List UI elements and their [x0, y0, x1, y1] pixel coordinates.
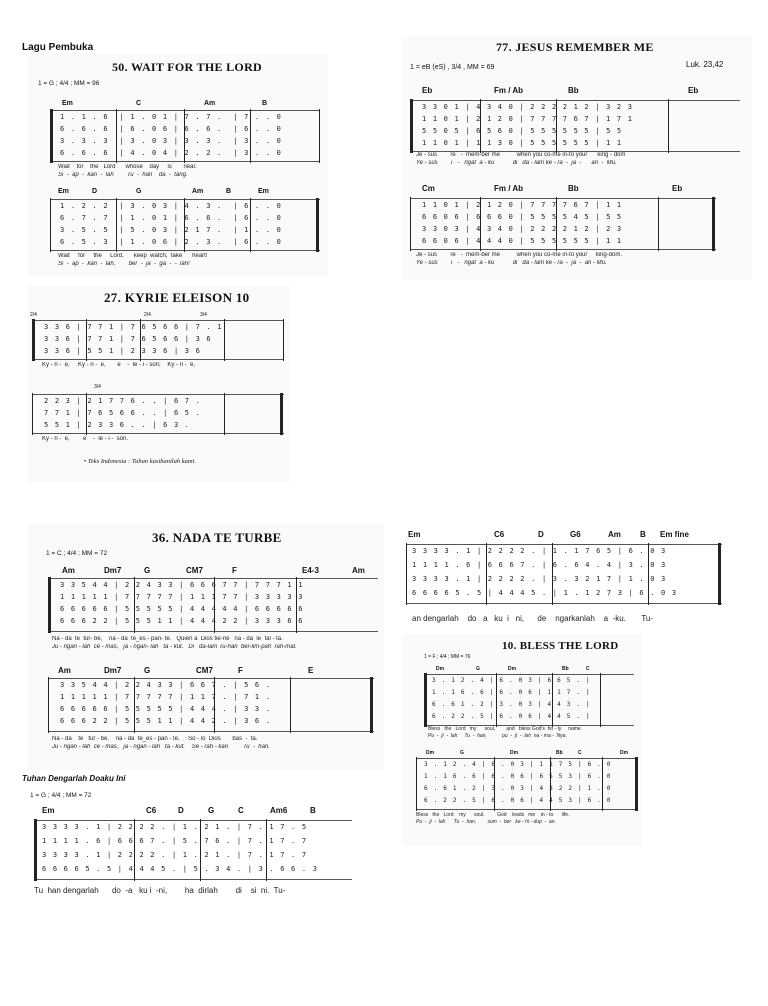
- music-staff: [50, 110, 320, 162]
- notes-row: 3 3 0 3 | 4 3 4 0 | 2 2 2 2 1 2 | 2 3: [422, 225, 623, 233]
- time-signature: 2/4: [144, 312, 151, 318]
- chord-symbol: C: [578, 750, 582, 756]
- page-title: Lagu Pembuka: [22, 42, 94, 53]
- tempo-marking: 1 = G ; 4/4 ; MM = 72: [30, 792, 92, 799]
- chord-symbol: Em: [42, 806, 55, 815]
- chord-symbol: E: [308, 666, 314, 675]
- music-staff: [48, 578, 378, 632]
- lyrics: Tu han dengarlah do -a ku i -ni, ha dirlah di si ni. Tu-: [34, 886, 286, 895]
- lyrics-spanish: Na - da te tur - be, na - da te_es - pan - te. So - lo Dios bas - ta.: [52, 736, 258, 742]
- chord-symbol: CM7: [196, 666, 213, 675]
- tempo-marking: 1 = C ; 4/4 ; MM = 72: [46, 550, 108, 557]
- lyrics-english: Je - sus re - mem-ber me when you co-me in-to your king-dom.: [416, 252, 623, 258]
- lyrics-indonesian: Ye - sus i - ngat a - ku di da - lam ke - ra - ja - an - Mu.: [416, 260, 607, 266]
- chord-symbol: F: [232, 566, 237, 575]
- chord-symbol: G: [460, 750, 464, 756]
- notes-row: 1 1 0 1 | 2 1 2 0 | 7 7 7 7 6 7 | 1 1: [422, 201, 623, 209]
- notes-row: 6 . 6 . 6 | 6 . 0 6 | 6 . 6 . | 6 . . 0: [60, 125, 282, 133]
- lyrics-indonesian: Pu - ji - lah Tu - han, pu - ji - lah na - ma - Nya.: [428, 733, 567, 739]
- song-wait-for-the-lord: [28, 54, 328, 276]
- music-staff: [34, 820, 352, 880]
- notes-row: 1 1 0 1 | 1 1 3 0 | 5 5 5 5 5 5 | 1 1: [422, 139, 623, 147]
- music-staff: [406, 544, 722, 604]
- lyrics-indonesian: Ye - sus i - ngat a - ku di da - lam ke - ra - ja - an - Mu.: [416, 160, 617, 166]
- notes-row: 6 6 6 6 5 . 5 | 4 4 4 5 . | 5 . 3 4 . | 3 . 6 6 . 3: [42, 865, 319, 873]
- notes-row: 7 7 1 | 7 6 5 6 6 . . | 6 5 .: [44, 409, 202, 417]
- chord-symbol: Dm7: [104, 566, 122, 575]
- notes-row: 1 . 1 . 6 | 1 . 0 1 | 7 . 7 . | 7 . . 0: [60, 113, 282, 121]
- notes-row: 3 3 6 | 7 7 1 | 7 6 5 6 6 | 3 6: [44, 335, 212, 343]
- notes-row: 1 . 1 6 . 6 | 6 . 0 6 | 1 1 7 . |: [432, 689, 591, 696]
- song-title: 10. BLESS THE LORD: [502, 640, 619, 652]
- lyrics-indonesian: Si - ap - kan - lah, ber - ja - ga - - lah!: [58, 261, 190, 267]
- chord-symbol: Dm: [510, 750, 519, 756]
- chord-symbol: Am6: [270, 806, 288, 815]
- chord-symbol: G: [208, 806, 215, 815]
- lyrics-english: Je - sus re - mem-ber me when you co-me in-to your king - dom: [416, 152, 626, 158]
- lyrics-english: Bless the Lord my soul, and bless God's ho - ly name.: [428, 726, 583, 732]
- notes-row: 3 3 5 4 4 | 2 2 4 3 3 | 6 6 6 7 7 | 7 7 7 1 1: [60, 581, 304, 589]
- song-jesus-remember-me: [402, 36, 752, 280]
- notes-row: 6 . 5 . 3 | 1 . 0 6 | 2 . 3 . | 6 . . 0: [60, 238, 282, 246]
- notes-row: 6 . 6 1 . 2 | 3 . 0 3 | 4 4 3 . |: [432, 701, 591, 708]
- notes-row: 5 5 0 5 | 6 5 6 0 | 5 5 5 5 5 5 | 5 5: [422, 127, 623, 135]
- chord-symbol: Am: [62, 566, 75, 575]
- chord-symbol: CM7: [186, 566, 203, 575]
- chord-symbol: C6: [146, 806, 157, 815]
- music-staff: [32, 320, 284, 360]
- notes-row: 3 . 1 2 . 4 | 6 . 0 3 | 1 1 7 5 | 6 . 0: [424, 761, 612, 768]
- song-tuhan-dengarlah: [22, 772, 362, 900]
- lyrics: Ky - ri - e, e - le - i - son.: [42, 436, 129, 442]
- chord-symbol: Bb: [562, 666, 569, 672]
- lyrics: an dengarlah do a ku i ni, de ngarkanlah a -ku. Tu-: [412, 614, 654, 623]
- chord-symbol: C: [586, 666, 590, 672]
- chord-symbol: C: [136, 100, 142, 107]
- notes-row: 3 . 5 . 5 | 5 . 0 3 | 2 1 7 . | 1 . . 0: [60, 226, 282, 234]
- music-staff: [410, 198, 716, 250]
- chord-symbol: Am: [192, 188, 204, 195]
- song-title: 27. KYRIE ELEISON 10: [104, 290, 250, 305]
- time-signature: 3/4: [200, 312, 207, 318]
- notes-row: 6 6 0 6 | 4 4 4 0 | 5 5 5 5 5 5 | 1 1: [422, 237, 623, 245]
- notes-row: 1 1 1 1 1 | 7 7 7 7 7 | 1 1 7 . | 7 1 .: [60, 693, 272, 701]
- notes-row: 5 5 1 | 2 3 3 6 . . | 6 3 .: [44, 421, 191, 429]
- song-title: 36. NADA TE TURBE: [152, 530, 282, 545]
- chord-row: [58, 666, 378, 676]
- chord-symbol: Em: [62, 100, 73, 107]
- chord-symbol: Am: [204, 100, 216, 107]
- chord-symbol: G: [144, 666, 151, 675]
- chord-symbol: C: [238, 806, 244, 815]
- music-staff: [48, 678, 374, 732]
- chord-symbol: G: [136, 188, 142, 195]
- scripture-reference: Luk. 23,42: [686, 60, 724, 69]
- chord-symbol: Am: [608, 530, 621, 539]
- lyrics-english: Bless the Lord my soul. God leads me in - to life.: [416, 812, 570, 818]
- song-tuhan-dengarlah-continued: [404, 526, 734, 630]
- chord-symbol: Eb: [422, 86, 433, 95]
- tempo-marking: 1 = F ; 4/4 ; MM = 76: [424, 654, 471, 660]
- time-signature: 2/4: [30, 312, 37, 318]
- notes-row: 6 . 7 . 7 | 1 . 0 1 | 6 . 6 . | 6 . . 0: [60, 214, 282, 222]
- song-title: 77. JESUS REMEMBER ME: [496, 40, 654, 54]
- music-staff: [416, 758, 638, 810]
- chord-row: [408, 530, 728, 540]
- lyrics-indonesian: Ju - ngan - lah ce - mas, ja - ngan- lah ta - kut. Di da-lam Tu-han ber-lim-pah rah-mat.: [52, 644, 297, 650]
- notes-row: 1 1 1 1 1 | 7 7 7 7 7 | 1 1 1 7 7 | 3 3 3 3 3: [60, 593, 304, 601]
- chord-symbol: G: [144, 566, 151, 575]
- notes-row: 6 . 2 2 . 5 | 6 . 0 6 | 4 4 5 . |: [432, 713, 591, 720]
- chord-symbol: Dm: [620, 750, 629, 756]
- lyrics-english: Wait for the Lord, keep watch, take heart!: [58, 253, 208, 259]
- chord-row: [42, 806, 362, 816]
- chord-symbol: C6: [494, 530, 505, 539]
- lyrics-indonesian: Pu - ji - lah Tu - han, sum - ber ke - hi - dup - an.: [416, 819, 556, 825]
- chord-symbol: Fm / Ab: [494, 86, 524, 95]
- chord-symbol: Dm: [436, 666, 445, 672]
- music-staff: [50, 199, 320, 251]
- notes-row: 3 3 6 | 7 7 1 | 7 6 5 6 6 | 7 . 1: [44, 323, 223, 331]
- chord-symbol: Fm / Ab: [494, 184, 524, 193]
- chord-symbol: Eb: [688, 86, 699, 95]
- notes-row: 3 3 0 1 | 4 3 4 0 | 2 2 2 2 1 2 | 3 2 3: [422, 103, 634, 111]
- chord-symbol: Am: [58, 666, 71, 675]
- lyrics-indonesian: Ju - ngan - lah ce - mas, ja - ngan - lah ta - kut. Se - rah - kan Tu - han.: [52, 744, 270, 750]
- notes-row: 6 6 6 2 2 | 5 5 5 1 1 | 4 4 4 2 2 | 3 3 3 6 6: [60, 617, 304, 625]
- notes-row: 6 6 6 6 6 | 5 5 5 5 5 | 4 4 4 4 4 | 6 6 6 6 6: [60, 605, 304, 613]
- notes-row: 6 . 6 1 . 2 | 3 . 0 3 | 4 3 2 2 | 1 . 0: [424, 785, 612, 792]
- chord-symbol: Dm: [508, 666, 517, 672]
- chord-symbol: Am: [352, 566, 365, 575]
- notes-row: 3 . 3 . 3 | 3 . 0 3 | 3 . 3 . | 3 . . 0: [60, 137, 282, 145]
- lyrics: Ky - ri - e, Ky - ri - e, e - le - i - son; Ky - ri - e,: [42, 362, 196, 368]
- chord-symbol: Em: [258, 188, 269, 195]
- chord-symbol: Em: [58, 188, 69, 195]
- notes-row: 3 3 6 | 5 5 1 | 2 3 3 6 | 3 6: [44, 347, 202, 355]
- notes-row: 3 3 3 3 . 1 | 2 2 2 2 . | 1 . 2 1 . | 7 . 1 7 . 7: [42, 851, 308, 859]
- chord-symbol: F: [238, 666, 243, 675]
- tempo-marking: 1 = G ; 4/4 ; MM = 96: [38, 80, 100, 87]
- chord-symbol: B: [226, 188, 232, 195]
- chord-symbol: Bb: [568, 184, 579, 193]
- notes-row: 6 . 2 2 . 5 | 6 . 0 6 | 4 4 5 3 | 6 . 0: [424, 797, 612, 804]
- chord-symbol: D: [538, 530, 544, 539]
- notes-row: 1 1 1 1 . 6 | 6 6 6 7 . | 5 . 7 6 . | 7 . 1 7 . 7: [42, 837, 308, 845]
- music-staff: [410, 100, 740, 152]
- chord-row: [422, 86, 742, 96]
- chord-symbol: Dm7: [104, 666, 122, 675]
- chord-symbol: G6: [570, 530, 581, 539]
- notes-row: 6 6 0 6 | 6 6 6 0 | 5 5 5 5 4 5 | 5 5: [422, 213, 623, 221]
- chord-symbol: Em fine: [660, 530, 689, 539]
- chord-symbol: G: [476, 666, 480, 672]
- music-staff: [32, 394, 284, 434]
- chord-symbol: Bb: [556, 750, 563, 756]
- notes-row: 1 1 1 1 . 6 | 6 6 6 7 . | 6 . 6 4 . 4 | 3 . 0 3: [412, 561, 667, 569]
- chord-symbol: Eb: [672, 184, 683, 193]
- chord-row: [58, 188, 318, 198]
- chord-row: [62, 566, 382, 576]
- notes-row: 6 6 6 6 6 | 5 5 5 5 5 | 4 4 4 . | 3 3 .: [60, 705, 272, 713]
- notes-row: 6 6 6 6 5 . 5 | 4 4 4 5 . | 1 . 1 2 7 3 | 6 . 0 3: [412, 589, 678, 597]
- tempo-marking: 1 = eB (eS) , 3/4 , MM = 69: [410, 64, 495, 71]
- song-bless-the-lord: [402, 634, 642, 846]
- chord-row: [422, 184, 742, 194]
- chord-symbol: E4-3: [302, 566, 319, 575]
- notes-row: 2 2 3 | 2 1 7 7 6 . . | 6 7 .: [44, 397, 202, 405]
- music-staff: [424, 674, 634, 726]
- chord-symbol: D: [178, 806, 184, 815]
- notes-row: 3 3 3 3 . 1 | 2 2 2 2 . | 1 . 1 7 6 5 | 6 . 0 3: [412, 547, 667, 555]
- notes-row: 1 . 1 6 . 6 | 6 . 0 6 | 6 5 5 3 | 6 . 0: [424, 773, 612, 780]
- notes-row: 3 3 5 4 4 | 2 2 4 3 3 | 6 6 7 . | 5 6 .: [60, 681, 272, 689]
- song-subtitle: Tuhan Dengarlah Doaku Ini: [22, 774, 126, 783]
- chord-symbol: D: [92, 188, 98, 195]
- song-nada-te-turbe: [28, 524, 384, 770]
- chord-symbol: B: [262, 100, 268, 107]
- notes-row: 3 . 1 2 . 4 | 6 . 0 3 | 6 6 5 . |: [432, 677, 591, 684]
- lyrics-english: Wait for the Lord whose day is near.: [58, 164, 197, 170]
- song-kyrie-eleison: [28, 286, 290, 482]
- chord-symbol: Em: [408, 530, 421, 539]
- notes-row: 6 6 6 2 2 | 5 5 5 1 1 | 4 4 2 . | 3 6 .: [60, 717, 272, 725]
- chord-row: [62, 100, 322, 110]
- notes-row: 3 3 3 3 . 1 | 2 2 2 2 . | 3 . 3 2 1 7 | 1 . 0 3: [412, 575, 667, 583]
- chord-symbol: B: [640, 530, 646, 539]
- chord-symbol: Bb: [568, 86, 579, 95]
- chord-symbol: B: [310, 806, 316, 815]
- lyrics-indonesian: Si - ap - kan - lah Tu - han da - tang.: [58, 172, 188, 178]
- notes-row: 3 3 3 3 . 1 | 2 2 2 2 . | 1 . 2 1 . | 7 . 1 7 . 5: [42, 823, 308, 831]
- time-signature: 3/4: [94, 384, 101, 390]
- notes-row: 1 1 0 1 | 2 1 2 0 | 7 7 7 7 6 7 | 1 7 1: [422, 115, 634, 123]
- translation-note: • Teks Indonesia : Tuhan kasihanilah kami.: [84, 458, 196, 465]
- chord-symbol: Cm: [422, 184, 435, 193]
- notes-row: 1 . 2 . 2 | 3 . 0 3 | 4 . 3 . | 6 . . 0: [60, 202, 282, 210]
- notes-row: 6 . 6 . 6 | 4 . 0 4 | 2 . 2 . | 3 . . 0: [60, 149, 282, 157]
- song-title: 50. WAIT FOR THE LORD: [112, 60, 263, 74]
- lyrics-spanish: Na - da te tur- be, na - da te_es - pan- te. Quien a Dios tie-ne na - da le fal - ta.: [52, 636, 283, 642]
- chord-symbol: Dm: [426, 750, 435, 756]
